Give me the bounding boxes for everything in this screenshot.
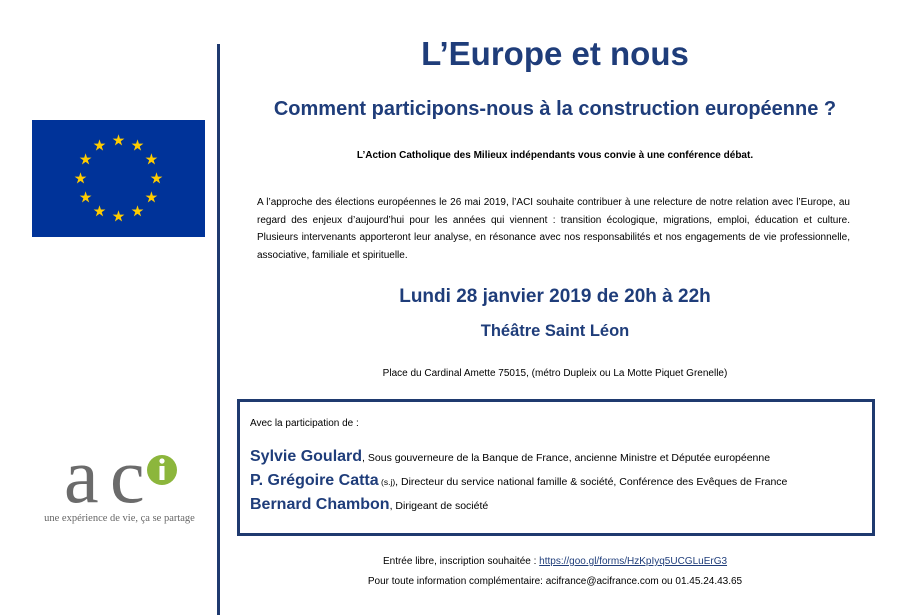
- speaker-item: [250, 472, 787, 490]
- registration-line: [230, 556, 880, 567]
- page-subtitle: Comment participons-nous à la construction européenne ?: [273, 98, 837, 120]
- eu-flag-icon: [32, 120, 205, 237]
- registration-label: Entrée libre, inscription souhaitée :: [382, 556, 540, 567]
- vertical-divider: [217, 44, 220, 615]
- event-address: Place du Cardinal Amette 75015, (métro Dupleix ou La Motte Piquet Grenelle): [382, 368, 728, 379]
- speaker-item: [250, 448, 770, 466]
- speaker-name: P. Grégoire Catta: [250, 472, 379, 489]
- contact-info: Pour toute information complémentaire: acifrance@acifrance.com ou 01.45.24.43.65: [367, 576, 743, 587]
- svg-text:c: c: [110, 432, 145, 519]
- svg-text:a: a: [64, 432, 99, 519]
- intro-paragraph: A l’approche des élections européennes le 26 mai 2019, l’ACI souhaite contribuer à une relecture de notre relation avec l’Europe, au regard des enjeux d’aujourd’hui pour les années qui viennent : transition écologique, migrations, emploi, éducation et culture. Plusieurs intervenants apporteront leur analyse, en résonance avec nos responsabilités et nos engagements de vie professionnelle, associative, familiale et spirituelle.: [257, 197, 850, 261]
- event-venue: Théâtre Saint Léon: [480, 322, 630, 340]
- page-title: L’Europe et nous: [421, 35, 689, 72]
- event-date: Lundi 28 janvier 2019 de 20h à 22h: [399, 286, 711, 307]
- participation-intro: Avec la participation de :: [250, 418, 359, 429]
- speaker-name: Sylvie Goulard: [250, 448, 363, 465]
- registration-link[interactable]: https://goo.gl/forms/HzKpIyq5UCGLuErG3: [539, 556, 728, 567]
- speaker-role: , Directeur du service national famille & société, Conférence des Evêques de France: [395, 476, 788, 488]
- speaker-name: Bernard Chambon: [250, 496, 390, 513]
- speaker-item: [250, 496, 488, 514]
- speaker-role: , Dirigeant de société: [389, 500, 489, 512]
- speaker-extra: (s.j): [378, 477, 396, 487]
- logo-tagline: une expérience de vie, ça se partage: [44, 513, 195, 524]
- invitation-line: L’Action Catholique des Milieux indépendants vous convie à une conférence débat.: [356, 150, 754, 161]
- speaker-role: , Sous gouverneure de la Banque de France, ancienne Ministre et Députée européenne: [362, 452, 771, 464]
